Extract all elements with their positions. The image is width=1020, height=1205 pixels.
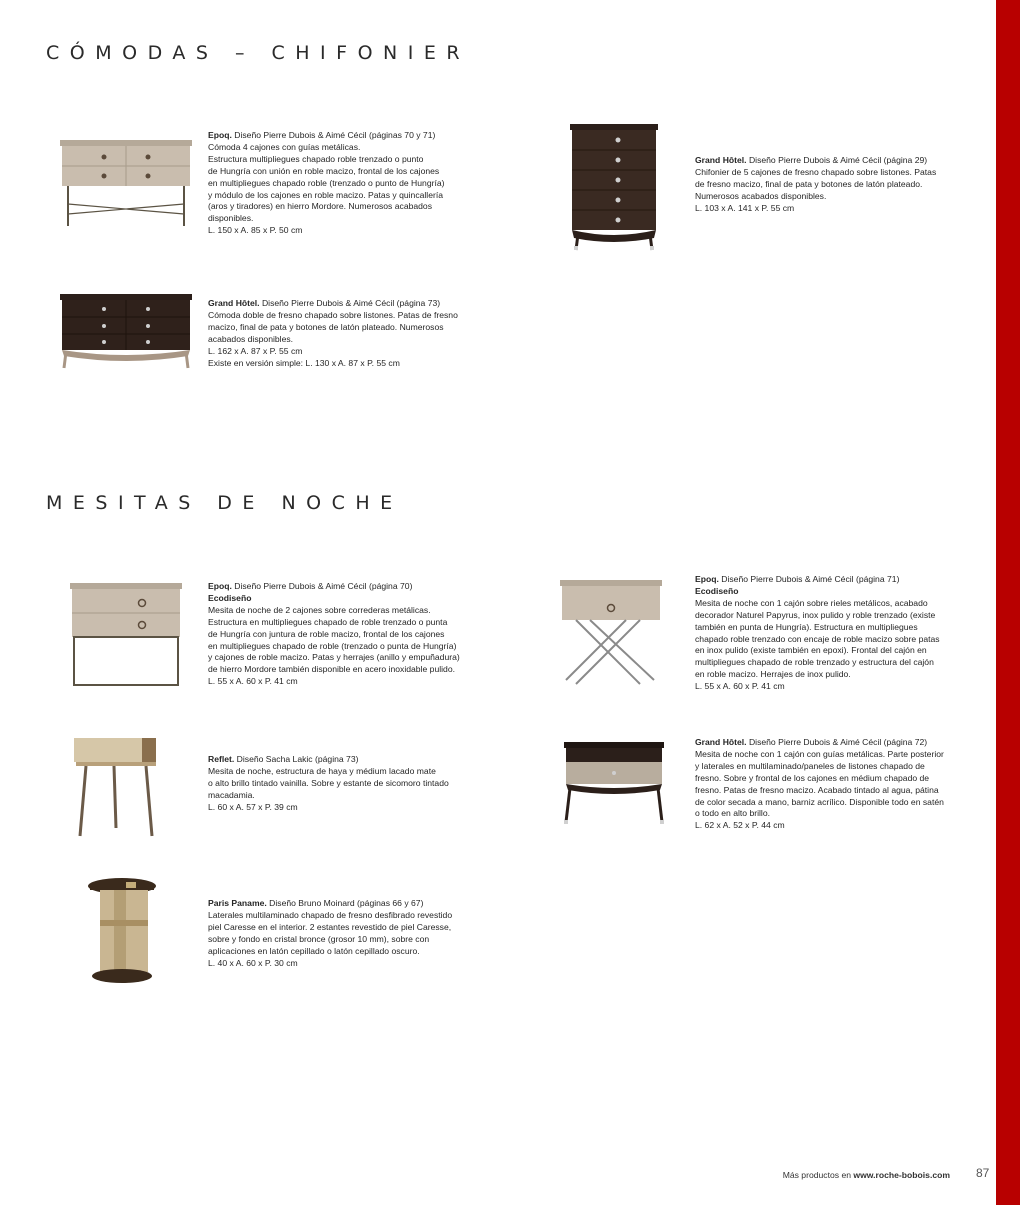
desc-line: decorador Naturel Papyrus, inox pulido y roble trenzado (existe (695, 609, 936, 620)
product-lead: Diseño Pierre Dubois & Aimé Cécil (páginas 70 y 71) (231, 130, 436, 140)
desc-line: Numerosos acabados disponibles. (695, 190, 827, 201)
product-subtitle: Ecodiseño (208, 592, 252, 603)
product-name: Grand Hôtel. (695, 155, 747, 165)
product-lead: Diseño Sacha Lakic (página 73) (234, 754, 359, 764)
reflet-image (62, 732, 162, 842)
product-dimensions: L. 55 x A. 60 x P. 41 cm (208, 676, 298, 687)
desc-line: Mesita de noche con 1 cajón con guías metálicas. Parte posterior (695, 748, 944, 759)
desc-line: Mesita de noche de 2 cajones sobre correderas metálicas. (208, 604, 431, 615)
product-subtitle: Ecodiseño (695, 585, 739, 596)
desc-line: Chifonier de 5 cajones de fresno chapado sobre listones. Patas (695, 166, 937, 177)
grandhotel-chifonier-description (695, 155, 975, 215)
desc-line: Estructura en multipliegues chapado de roble trenzado o punta (208, 616, 448, 627)
desc-line: y cajones de roble macizo. Patas y herrajes (anillo y empuñadura) (208, 652, 460, 663)
product-name: Epoq. (208, 581, 232, 591)
desc-line: en roble macizo. Herrajes de inox pulido. (695, 669, 851, 680)
desc-line: aplicaciones en latón cepillado o latón cepillado oscuro. (208, 945, 420, 956)
product-lead: Diseño Bruno Moinard (páginas 66 y 67) (266, 898, 424, 908)
desc-line: fresno. Sobre y frontal de los cajones en médium chapado de (695, 772, 930, 783)
epoq-mesita-1-image (556, 574, 668, 690)
epoq-mesita-2-description (208, 581, 498, 688)
desc-line: de color secada a mano, barniz acrílico. Disponible todo en satén (695, 796, 944, 807)
desc-line: de Hungría con juntura de roble macizo, frontal de los cajones (208, 628, 445, 639)
red-edge-band (996, 0, 1020, 1205)
grandhotel-chifonier-image (556, 110, 674, 258)
desc-line: de Hungría con unión en roble macizo, frontal de los cajones (208, 165, 440, 176)
reflet-description (208, 754, 498, 814)
product-dimensions: L. 40 x A. 60 x P. 30 cm (208, 957, 298, 968)
desc-line: o alto brillo tintado vainilla. Sobre y estante de sicomoro tintado (208, 777, 449, 788)
desc-line: Cómoda 4 cajones con guías metálicas. (208, 141, 361, 152)
desc-line: Laterales multilaminado chapado de fresno desfibrado revestido (208, 909, 453, 920)
desc-line: Mesita de noche, estructura de haya y médium lacado mate (208, 765, 436, 776)
desc-line: en multipliegues chapado roble (trenzado o punto de Hungría) (208, 177, 445, 188)
desc-line: macadamia. (208, 789, 255, 800)
desc-line: chapado roble trenzado con encaje de roble macizo sobre patas (695, 633, 940, 644)
grandhotel-mesita-description (695, 737, 980, 832)
desc-line: o todo en alto brillo. (695, 808, 771, 819)
desc-line: Mesita de noche con 1 cajón sobre rieles metálicos, acabado (695, 597, 928, 608)
paris-paname-image (78, 872, 168, 994)
desc-line: Cómoda doble de fresno chapado sobre listones. Patas de fresno (208, 309, 458, 320)
grandhotel-mesita-image (556, 736, 672, 836)
product-lead: Diseño Pierre Dubois & Aimé Cécil (página 71) (718, 574, 900, 584)
product-name: Grand Hôtel. (695, 737, 747, 747)
product-lead: Diseño Pierre Dubois & Aimé Cécil (página 72) (746, 737, 928, 747)
desc-line: fresno. Patas de fresno macizo. Acabado tintado al agua, pátina (695, 784, 939, 795)
desc-line: multipliegues chapado de roble trenzado y estructura del cajón (695, 657, 934, 668)
product-name: Grand Hôtel. (208, 298, 260, 308)
product-dimensions: L. 60 x A. 57 x P. 39 cm (208, 801, 298, 812)
product-variant-note: Existe en versión simple: L. 130 x A. 87 x P. 55 cm (208, 357, 400, 368)
desc-line: y laterales en multilaminado/paneles de listones chapado de (695, 760, 925, 771)
epoq-comoda-description (208, 130, 498, 237)
desc-line: disponibles. (208, 213, 254, 224)
product-lead: Diseño Pierre Dubois & Aimé Cécil (página 29) (746, 155, 928, 165)
section-title-comodas: CÓMODAS – CHIFONIER (46, 42, 471, 64)
desc-line: piel Caresse en el interior. 2 estantes revestido de piel Caresse, (208, 921, 452, 932)
desc-line: acabados disponibles. (208, 333, 294, 344)
epoq-mesita-1-description (695, 574, 980, 693)
product-dimensions: L. 162 x A. 87 x P. 55 cm (208, 345, 303, 356)
product-lead: Diseño Pierre Dubois & Aimé Cécil (página 70) (231, 581, 413, 591)
product-name: Paris Paname. (208, 898, 267, 908)
product-dimensions: L. 62 x A. 52 x P. 44 cm (695, 820, 785, 831)
paris-paname-description (208, 898, 498, 969)
product-dimensions: L. 103 x A. 141 x P. 55 cm (695, 202, 795, 213)
product-lead: Diseño Pierre Dubois & Aimé Cécil (página 73) (259, 298, 441, 308)
footer-more-products (783, 1170, 950, 1180)
desc-line: de hierro Mordore también disponible en acero inoxidable pulido. (208, 664, 455, 675)
product-name: Reflet. (208, 754, 235, 764)
desc-line: de fresno macizo, final de pata y botones de latón plateado. (695, 178, 923, 189)
product-dimensions: L. 150 x A. 85 x P. 50 cm (208, 225, 303, 236)
footer-prefix: Más productos en (782, 1170, 854, 1180)
grandhotel-comoda-description (208, 298, 498, 369)
desc-line: en inox pulido (existe también en epoxi). Frontal del cajón en (695, 645, 927, 656)
desc-line: macizo, final de pata y botones de latón plateado. Numerosos (208, 321, 444, 332)
desc-line: y módulo de los cajones en roble macizo. Patas y quincallería (208, 189, 444, 200)
product-name: Epoq. (695, 574, 719, 584)
product-dimensions: L. 55 x A. 60 x P. 41 cm (695, 681, 785, 692)
page-number: 87 (976, 1166, 990, 1180)
website-link[interactable]: www.roche-bobois.com (853, 1170, 950, 1180)
desc-line: (aros y tiradores) en hierro Mordore. Numerosos acabados (208, 201, 433, 212)
epoq-mesita-2-image (62, 575, 184, 689)
epoq-comoda-image (56, 128, 196, 228)
section-title-mesitas: MESITAS DE NOCHE (46, 492, 403, 514)
desc-line: también en punta de Hungría). Estructura en multipliegues (695, 621, 918, 632)
desc-line: Estructura multipliegues chapado roble trenzado o punto (208, 153, 424, 164)
product-name: Epoq. (208, 130, 232, 140)
desc-line: sobre y fondo en cristal bronce (grosor 10 mm), sobre con (208, 933, 430, 944)
grandhotel-comoda-image (56, 290, 196, 376)
desc-line: en multipliegues chapado de roble (trenzado o punta de Hungría) (208, 640, 457, 651)
